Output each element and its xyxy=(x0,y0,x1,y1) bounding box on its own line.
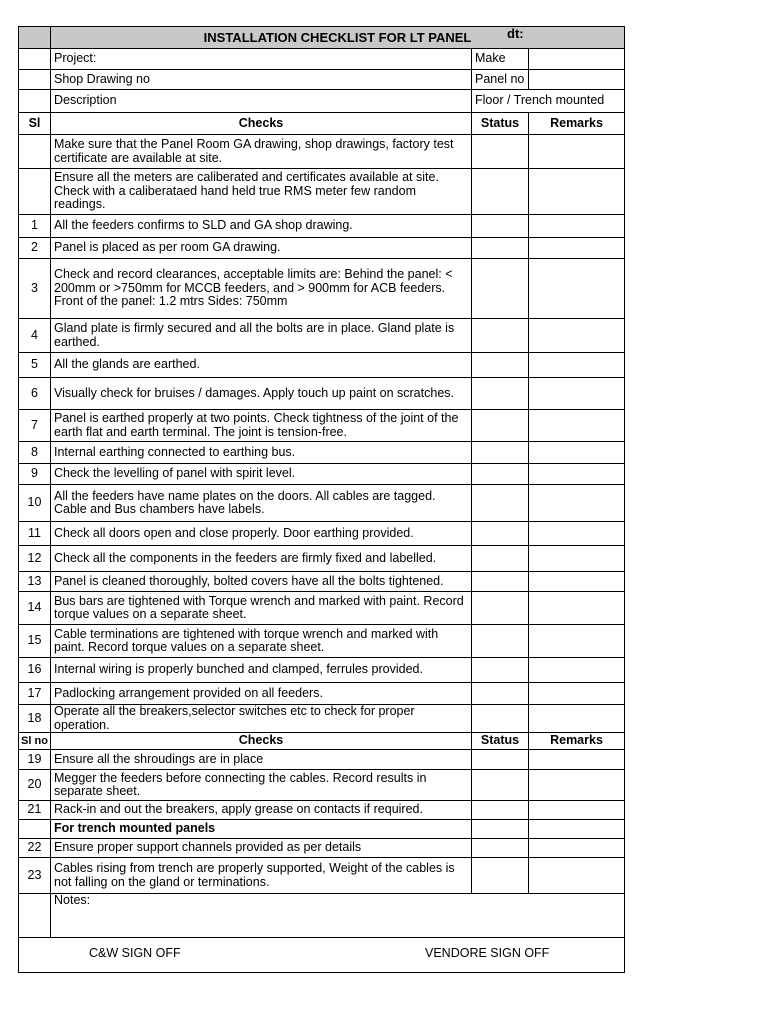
row-number: 7 xyxy=(19,410,51,442)
check-text: Ensure all the shroudings are in place xyxy=(51,750,472,770)
table-row xyxy=(19,801,625,820)
remarks-field[interactable] xyxy=(529,135,625,169)
remarks-field[interactable] xyxy=(529,592,625,625)
mount-type-label: Floor / Trench mounted xyxy=(472,90,625,113)
check-text: Panel is placed as per room GA drawing. xyxy=(51,238,472,259)
shop-drawing-label: Shop Drawing no xyxy=(51,70,472,90)
check-text: Check the levelling of panel with spirit level. xyxy=(51,464,472,485)
check-text: All the feeders have name plates on the doors. All cables are tagged. Cable and Bus chambers have labels. xyxy=(51,485,472,522)
table-row xyxy=(19,572,625,592)
status-field[interactable] xyxy=(472,353,529,378)
table-row xyxy=(19,625,625,658)
remarks-field[interactable] xyxy=(529,683,625,705)
check-text: Operate all the breakers,selector switches etc to check for proper operation. xyxy=(51,705,472,733)
column-header-remarks-2: Remarks xyxy=(529,733,625,750)
check-text: Check all the components in the feeders are firmly fixed and labelled. xyxy=(51,546,472,572)
project-label: Project: xyxy=(51,49,472,70)
check-text: Check and record clearances, acceptable limits are: Behind the panel: < 200mm or >750mm for MCCB feeders, and > 900mm for ACB feeders. Front of the panel: 1.2 mtrs Sides: 750mm xyxy=(51,259,472,319)
table-row xyxy=(19,770,625,801)
row-number: 1 xyxy=(19,215,51,238)
remarks-field[interactable] xyxy=(529,658,625,683)
remarks-field[interactable] xyxy=(529,485,625,522)
status-field[interactable] xyxy=(472,546,529,572)
row-number: 13 xyxy=(19,572,51,592)
row-number: 4 xyxy=(19,319,51,353)
status-field[interactable] xyxy=(472,464,529,485)
check-text: Visually check for bruises / damages. Apply touch up paint on scratches. xyxy=(51,378,472,410)
check-text: Internal wiring is properly bunched and clamped, ferrules provided. xyxy=(51,658,472,683)
table-row xyxy=(19,353,625,378)
check-text: Cables rising from trench are properly supported, Weight of the cables is not falling on the gland or terminations. xyxy=(51,858,472,894)
row-number: 18 xyxy=(19,705,51,733)
remarks-field[interactable] xyxy=(529,319,625,353)
remarks-field[interactable] xyxy=(529,442,625,464)
make-label: Make xyxy=(472,49,529,70)
date-label: dt: xyxy=(507,26,524,41)
check-text: Ensure proper support channels provided as per details xyxy=(51,839,472,858)
status-field[interactable] xyxy=(472,215,529,238)
check-text: Cable terminations are tightened with torque wrench and marked with paint. Record torque values on a separate sheet. xyxy=(51,625,472,658)
status-field[interactable] xyxy=(472,259,529,319)
row-number: 17 xyxy=(19,683,51,705)
row-number: 6 xyxy=(19,378,51,410)
status-field[interactable] xyxy=(472,592,529,625)
remarks-field[interactable] xyxy=(529,625,625,658)
remarks-field[interactable] xyxy=(529,522,625,546)
check-text: Make sure that the Panel Room GA drawing, shop drawings, factory test certificate are available at site. xyxy=(51,135,472,169)
status-field[interactable] xyxy=(472,169,529,215)
status-field[interactable] xyxy=(472,410,529,442)
status-field[interactable] xyxy=(472,135,529,169)
table-row xyxy=(19,169,625,215)
column-header-sl-no: Sl no xyxy=(19,733,51,750)
row-number: 2 xyxy=(19,238,51,259)
row-number: 22 xyxy=(19,839,51,858)
title-gutter-cell xyxy=(19,27,51,49)
row-number: 14 xyxy=(19,592,51,625)
table-row xyxy=(19,658,625,683)
description-label: Description xyxy=(51,90,472,113)
row-number: 16 xyxy=(19,658,51,683)
status-field[interactable] xyxy=(472,625,529,658)
row-number: 8 xyxy=(19,442,51,464)
status-field[interactable] xyxy=(472,839,529,858)
table-row xyxy=(19,442,625,464)
status-field[interactable] xyxy=(472,858,529,894)
remarks-field[interactable] xyxy=(529,572,625,592)
check-text: Panel is cleaned thoroughly, bolted covers have all the bolts tightened. xyxy=(51,572,472,592)
make-value-field[interactable] xyxy=(529,49,625,70)
table-row xyxy=(19,464,625,485)
notes-field[interactable] xyxy=(51,894,625,938)
table-row xyxy=(19,592,625,625)
remarks-field[interactable] xyxy=(529,378,625,410)
panel-no-label: Panel no xyxy=(472,70,529,90)
check-text: Check all doors open and close properly. Door earthing provided. xyxy=(51,522,472,546)
table-row xyxy=(19,683,625,705)
column-header-status-2: Status xyxy=(472,733,529,750)
table-row xyxy=(19,215,625,238)
table-row xyxy=(19,319,625,353)
column-header-sl: Sl xyxy=(19,113,51,135)
table-row xyxy=(19,750,625,770)
remarks-field[interactable] xyxy=(529,801,625,820)
remarks-field[interactable] xyxy=(529,858,625,894)
row-number: 21 xyxy=(19,801,51,820)
page-title: INSTALLATION CHECKLIST FOR LT PANEL xyxy=(203,29,472,45)
row-number: 20 xyxy=(19,770,51,801)
remarks-field[interactable] xyxy=(529,770,625,801)
title-cell xyxy=(51,27,625,49)
table-row xyxy=(19,378,625,410)
remarks-field[interactable] xyxy=(529,169,625,215)
row-number: 5 xyxy=(19,353,51,378)
table-row xyxy=(19,522,625,546)
table-row xyxy=(19,135,625,169)
status-field[interactable] xyxy=(472,750,529,770)
column-header-status: Status xyxy=(472,113,529,135)
remarks-field[interactable] xyxy=(529,353,625,378)
check-text: Internal earthing connected to earthing bus. xyxy=(51,442,472,464)
table-row xyxy=(19,839,625,858)
status-field[interactable] xyxy=(472,572,529,592)
remarks-field[interactable] xyxy=(529,238,625,259)
status-field[interactable] xyxy=(472,238,529,259)
checklist-table xyxy=(18,26,625,973)
column-header-remarks: Remarks xyxy=(529,113,625,135)
remarks-field[interactable] xyxy=(529,750,625,770)
status-field[interactable] xyxy=(472,705,529,733)
remarks-field[interactable] xyxy=(529,259,625,319)
remarks-field[interactable] xyxy=(529,464,625,485)
check-text: All the feeders confirms to SLD and GA shop drawing. xyxy=(51,215,472,238)
check-text: Rack-in and out the breakers, apply grease on contacts if required. xyxy=(51,801,472,820)
column-header-checks: Checks xyxy=(51,113,472,135)
cw-signoff-label: C&W SIGN OFF xyxy=(89,946,181,960)
row-number: 23 xyxy=(19,858,51,894)
check-text: Padlocking arrangement provided on all feeders. xyxy=(51,683,472,705)
remarks-field[interactable] xyxy=(529,839,625,858)
check-text: Bus bars are tightened with Torque wrench and marked with paint. Record torque values on a separate sheet. xyxy=(51,592,472,625)
row-number: 15 xyxy=(19,625,51,658)
row-number: 10 xyxy=(19,485,51,522)
check-text: Megger the feeders before connecting the cables. Record results in separate sheet. xyxy=(51,770,472,801)
remarks-field[interactable] xyxy=(529,705,625,733)
status-field[interactable] xyxy=(472,683,529,705)
table-row xyxy=(19,705,625,733)
status-field[interactable] xyxy=(472,442,529,464)
trench-section-heading: For trench mounted panels xyxy=(51,820,472,839)
table-row xyxy=(19,259,625,319)
status-field[interactable] xyxy=(472,801,529,820)
remarks-field[interactable] xyxy=(529,546,625,572)
check-text: Panel is earthed properly at two points. Check tightness of the joint of the earth flat and earth terminal. The joint is tension-free. xyxy=(51,410,472,442)
table-row xyxy=(19,410,625,442)
status-field[interactable] xyxy=(472,658,529,683)
check-text: All the glands are earthed. xyxy=(51,353,472,378)
status-field[interactable] xyxy=(472,522,529,546)
notes-label: Notes: xyxy=(54,893,91,907)
check-text: Ensure all the meters are caliberated and certificates available at site. Check with a caliberataed hand held true RMS meter few random readings. xyxy=(51,169,472,215)
remarks-field[interactable] xyxy=(529,215,625,238)
check-text: Gland plate is firmly secured and all the bolts are in place. Gland plate is earthed. xyxy=(51,319,472,353)
status-field[interactable] xyxy=(472,378,529,410)
row-number: 9 xyxy=(19,464,51,485)
row-number: 19 xyxy=(19,750,51,770)
status-field[interactable] xyxy=(472,770,529,801)
row-number: 12 xyxy=(19,546,51,572)
table-row xyxy=(19,858,625,894)
vendor-signoff-label: VENDORE SIGN OFF xyxy=(425,946,550,960)
signoff-row xyxy=(19,938,625,973)
status-field[interactable] xyxy=(472,319,529,353)
table-row xyxy=(19,238,625,259)
panel-no-value-field[interactable] xyxy=(529,70,625,90)
column-header-checks-2: Checks xyxy=(51,733,472,750)
row-number: 11 xyxy=(19,522,51,546)
remarks-field[interactable] xyxy=(529,410,625,442)
status-field[interactable] xyxy=(472,485,529,522)
row-number: 3 xyxy=(19,259,51,319)
table-row xyxy=(19,485,625,522)
table-row xyxy=(19,546,625,572)
